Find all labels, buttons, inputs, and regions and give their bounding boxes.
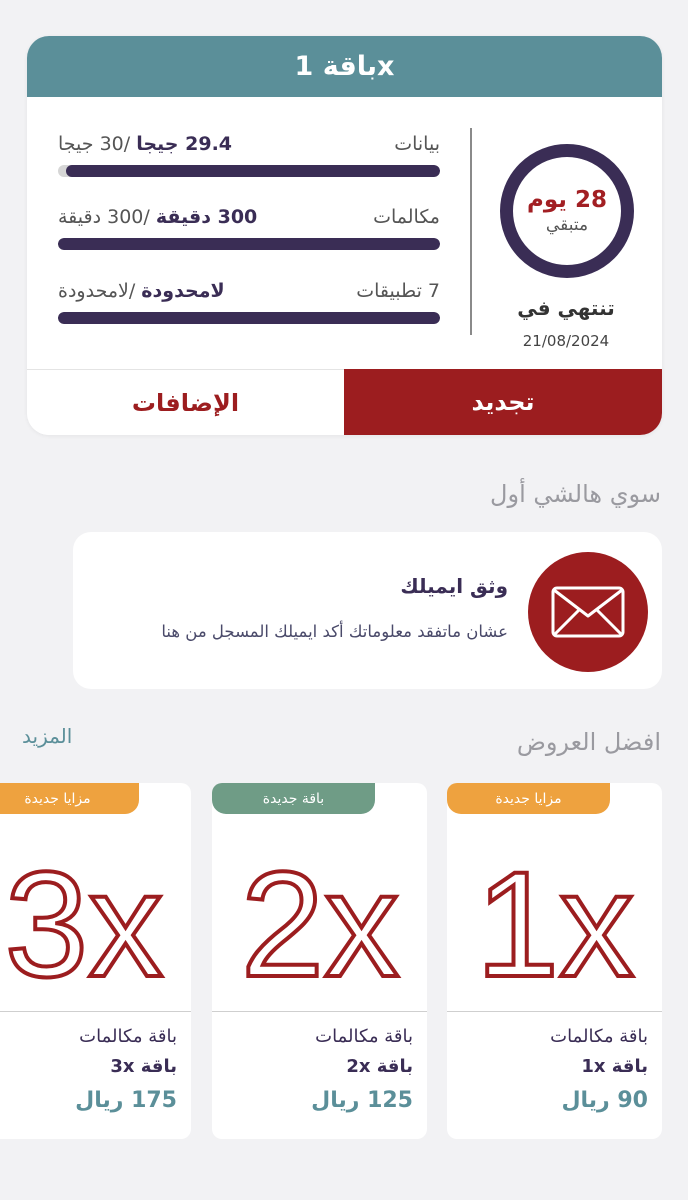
plan-title: باقة 1x [27, 36, 662, 97]
usage-bar [58, 165, 440, 177]
offer-separator [447, 1011, 662, 1012]
offer-badge: مزايا جديدة [447, 783, 610, 814]
more-link[interactable]: المزيد [22, 724, 73, 748]
offer-type: باقة مكالمات [315, 1026, 413, 1047]
usage-bar [58, 312, 440, 324]
usage-value: لامحدودة /لامحدودة [58, 280, 225, 302]
offer-big-label [212, 831, 427, 1011]
usage-label: مكالمات [373, 206, 440, 228]
plan-card [27, 36, 662, 435]
offer-badge: باقة جديدة [212, 783, 375, 814]
days-remaining: 28 يوم [527, 187, 607, 213]
usage-bar [58, 238, 440, 250]
remaining-label: متبقي [545, 215, 589, 235]
days-remaining-ring [500, 144, 634, 278]
usage-bar-fill [66, 165, 440, 177]
offer-type: باقة مكالمات [79, 1026, 177, 1047]
offer-price: 90 ريال [561, 1088, 648, 1113]
renew-button[interactable]: تجديد [344, 369, 662, 435]
usage-value: 29.4 جيجا /30 جيجا [58, 133, 233, 155]
usage-label: 7 تطبيقات [356, 280, 440, 302]
usage-bar-fill [58, 312, 440, 324]
usage-label: بيانات [394, 133, 440, 155]
verify-email-title: وثق ايميلك [400, 574, 508, 598]
offer-big-text: 3x [4, 840, 163, 1006]
usage-value: 300 دقيقة /300 دقيقة [58, 206, 258, 228]
offer-name: باقة 3x [110, 1056, 177, 1077]
todo-section-title: سوي هالشي أول [490, 480, 661, 508]
verify-email-card[interactable] [73, 532, 662, 689]
offer-card[interactable] [447, 783, 662, 1139]
offer-price: 175 ريال [75, 1088, 177, 1113]
mail-icon [528, 552, 648, 672]
offer-name: باقة 2x [346, 1056, 413, 1077]
offer-big-text: 2x [240, 840, 399, 1006]
offer-big-label [447, 831, 662, 1011]
offer-card[interactable] [212, 783, 427, 1139]
verify-email-description: عشان ماتفقد معلوماتك أكد ايميلك المسجل من هنا [161, 622, 508, 641]
offer-price: 125 ريال [311, 1088, 413, 1113]
usage-bar-fill [58, 238, 440, 250]
addons-button[interactable]: الإضافات [27, 369, 344, 435]
offer-big-text: 1x [475, 840, 634, 1006]
offer-badge: مزايا جديدة [0, 783, 139, 814]
expiry-date: 21/08/2024 [522, 332, 610, 350]
offer-name: باقة 1x [581, 1056, 648, 1077]
offer-separator [212, 1011, 427, 1012]
offers-section-title: افضل العروض [516, 728, 661, 756]
offer-card[interactable] [0, 783, 191, 1139]
offer-type: باقة مكالمات [550, 1026, 648, 1047]
offer-big-label [0, 831, 191, 1011]
expires-label: تنتهي في [517, 296, 615, 320]
offer-separator [0, 1011, 191, 1012]
